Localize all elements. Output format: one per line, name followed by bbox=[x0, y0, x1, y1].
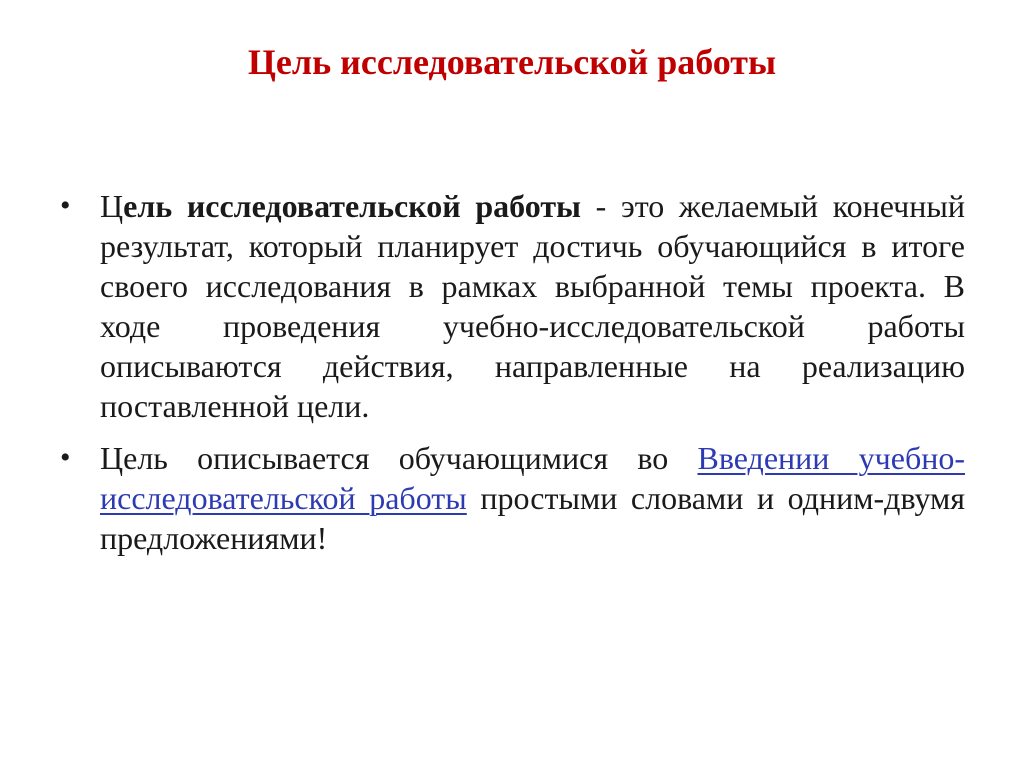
bullet-lead-letter: Ц bbox=[100, 188, 124, 224]
slide-title: Цель исследовательской работы bbox=[247, 42, 777, 82]
instruction-text-before: Цель описывается обучающимися во bbox=[100, 440, 698, 476]
bold-term: ель исследовательской работы bbox=[123, 188, 582, 224]
definition-text: - это желаемый конечный результат, который планирует достичь обучающийся в итоге своего исследования в рамках выбранной темы проекта. В ходе проведения учебно-исследовательской работы описываются действия, направленные на реализацию поставленной цели. bbox=[100, 188, 965, 424]
introduction-link[interactable]: Введении учебно-исследовательской работы bbox=[100, 440, 966, 516]
bullet-item-definition bbox=[60, 186, 965, 426]
bullet-marker-icon: • bbox=[60, 189, 71, 222]
instruction-text-after: простыми словами и одним-двумя предложениями! bbox=[100, 480, 966, 556]
bullet-marker-icon: • bbox=[60, 441, 71, 474]
bullet-list bbox=[60, 186, 965, 570]
bullet-item-instruction bbox=[60, 438, 965, 558]
